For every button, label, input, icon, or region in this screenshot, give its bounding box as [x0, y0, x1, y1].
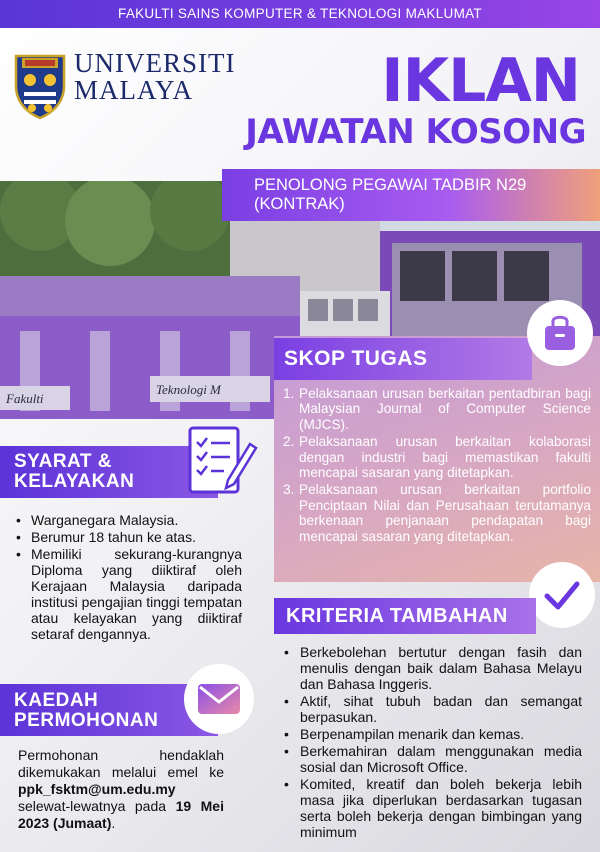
list-item: • Komited, kreatif dan boleh bekerja lebih masa jika diperlukan berdasarkan tugasan serta boleh bekerja dengan bimbingan yang minimum: [284, 776, 582, 840]
checklist-icon: [184, 424, 258, 498]
university-name: [74, 50, 235, 104]
list-item: • Berpenampilan menarik dan kemas.: [284, 726, 525, 742]
checkmark-icon: [529, 562, 595, 628]
kaedah-text-middle: selewat-lewatnya pada: [18, 798, 176, 814]
kriteria-list: [284, 644, 582, 841]
kaedah-title-line1: KAEDAH: [14, 690, 99, 711]
kaedah-text-before: Permohonan hendaklah dikemukakan melalui emel ke: [18, 747, 224, 780]
syarat-list: [16, 512, 242, 643]
shopping-bag-icon: [527, 300, 593, 366]
list-item: 3. Pelaksanaan urusan berkaitan portfolio Penciptaan Nilai dan Perusahaan terutamanya berkenaan penjanaan pendapatan bagi mencapai sasaran yang ditetapkan.: [283, 482, 591, 544]
kaedah-title-line2: PERMOHONAN: [14, 710, 159, 731]
list-item: • Berkebolehan bertutur dengan fasih dan menulis dengan baik dalam Bahasa Melayu dan Bahasa Inggeris.: [284, 644, 582, 692]
list-item: 2. Pelaksanaan urusan berkaitan kolaborasi dengan industri bagi memastikan fakulti mencapai sasaran yang ditetapkan.: [283, 434, 591, 481]
position-title-line2: (KONTRAK): [254, 195, 345, 213]
kaedah-text: [18, 747, 224, 832]
list-item: • Berkemahiran dalam menggunakan media sosial dan Microsoft Office.: [284, 743, 582, 775]
crest-icon: [12, 52, 68, 120]
position-title-box: [222, 169, 600, 221]
list-item: • Warganegara Malaysia.: [16, 512, 179, 528]
poster-subtitle: JAWATAN KOSONG: [245, 112, 586, 152]
position-title-line1: PENOLONG PEGAWAI TADBIR N29: [254, 176, 527, 194]
photo-sign-text-2: Fakulti: [6, 391, 44, 406]
list-item: • Memiliki sekurang-kurangnya Diploma yang diiktiraf oleh Kerajaan Malaysia daripada institusi pengajian tinggi tempatan atau kelayakan yang diiktiraf setaraf dengannya.: [16, 546, 242, 642]
syarat-title-line1: SYARAT &: [14, 451, 112, 472]
skop-list: [283, 386, 591, 546]
email-link[interactable]: ppk_fsktm@um.edu.my: [18, 781, 176, 797]
skop-title: SKOP TUGAS: [274, 338, 532, 380]
list-item: • Berumur 18 tahun ke atas.: [16, 529, 196, 545]
deadline: 19 Mei 2023 (Jumaat): [18, 798, 224, 831]
faculty-banner: FAKULTI SAINS KOMPUTER & TEKNOLOGI MAKLUMAT: [0, 0, 600, 28]
syarat-title-line2: KELAYAKAN: [14, 471, 135, 492]
envelope-icon: [184, 664, 254, 734]
list-item: 1. Pelaksanaan urusan berkaitan pentadbiran bagi Malaysian Journal of Computer Science (MJCS).: [283, 386, 591, 432]
kriteria-title: KRITERIA TAMBAHAN: [274, 598, 536, 634]
kaedah-text-end: .: [111, 815, 116, 831]
university-name-line1: UNIVERSITI: [74, 48, 236, 78]
university-name-line2: MALAYA: [74, 75, 194, 105]
list-item: • Aktif, sihat tubuh badan dan semangat berpasukan.: [284, 693, 582, 725]
poster-title: IKLAN: [381, 46, 580, 116]
photo-sign-text: Teknologi M: [156, 382, 221, 397]
